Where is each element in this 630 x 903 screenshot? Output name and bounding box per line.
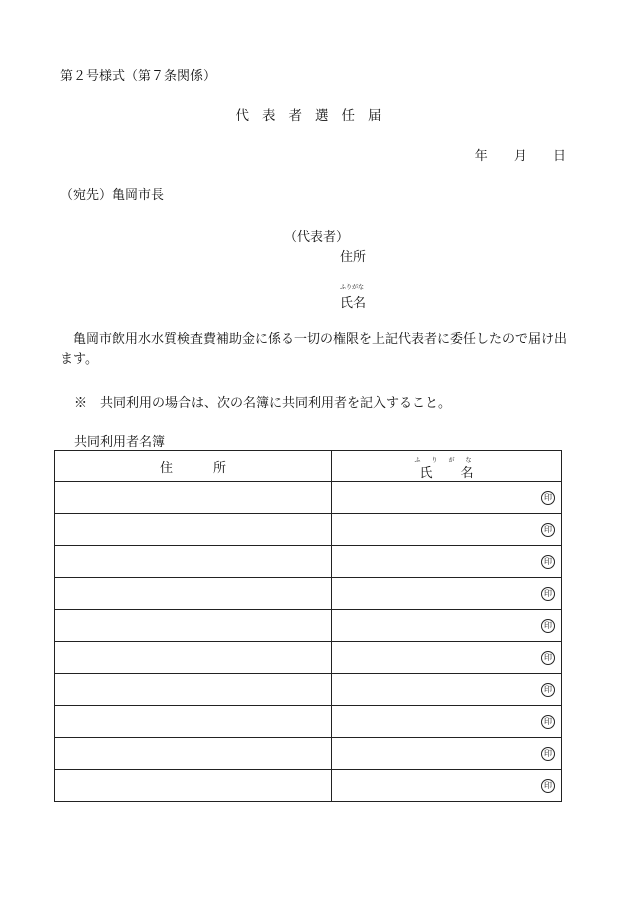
seal-icon: 印: [541, 715, 555, 729]
representative-name-label: 氏名: [340, 296, 367, 311]
address-cell[interactable]: [55, 770, 332, 802]
representative-label: （代表者）: [284, 230, 350, 245]
representative-name-ruby: ふりがな: [340, 284, 365, 291]
table-row: [55, 482, 562, 514]
representative-address-label: 住所: [340, 250, 367, 265]
seal-icon: 印: [541, 683, 555, 697]
table-row: [55, 610, 562, 642]
seal-icon: 印: [541, 491, 555, 505]
seal-icon: 印: [541, 523, 555, 537]
table-row: [55, 546, 562, 578]
address-cell[interactable]: [55, 738, 332, 770]
name-cell[interactable]: [332, 578, 562, 610]
seal-icon: 印: [541, 619, 555, 633]
name-cell[interactable]: [332, 610, 562, 642]
address-cell[interactable]: [55, 578, 332, 610]
statement-text: 亀岡市飲用水水質検査費補助金に係る一切の権限を上記代表者に委任したので届け出ます。: [60, 332, 568, 367]
roster-header-row: [55, 451, 562, 482]
name-cell[interactable]: [332, 546, 562, 578]
co-user-roster-table: [54, 450, 562, 802]
form-number: 第２号様式（第７条関係）: [60, 69, 217, 84]
name-cell[interactable]: [332, 642, 562, 674]
seal-icon: 印: [541, 587, 555, 601]
seal-icon: 印: [541, 651, 555, 665]
note-text: ※ 共同利用の場合は、次の名簿に共同利用者を記入すること。: [74, 396, 452, 411]
address-cell[interactable]: [55, 514, 332, 546]
seal-icon: 印: [541, 779, 555, 793]
name-cell[interactable]: [332, 706, 562, 738]
address-cell[interactable]: [55, 706, 332, 738]
address-cell[interactable]: [55, 674, 332, 706]
date-line: 年 月 日: [474, 149, 566, 164]
seal-icon: 印: [541, 555, 555, 569]
table-row: [55, 706, 562, 738]
table-row: [55, 674, 562, 706]
name-column-header: [332, 451, 562, 482]
table-row: [55, 578, 562, 610]
name-cell[interactable]: [332, 482, 562, 514]
table-row: [55, 770, 562, 802]
document-title: 代表者選任届: [235, 108, 395, 124]
name-header-ruby: ふりがな: [414, 457, 483, 464]
name-cell[interactable]: [332, 738, 562, 770]
roster-body: [55, 482, 562, 802]
address-cell[interactable]: [55, 482, 332, 514]
address-cell[interactable]: [55, 610, 332, 642]
name-cell[interactable]: [332, 514, 562, 546]
table-row: [55, 642, 562, 674]
address-column-header: 住所: [55, 451, 332, 482]
name-header-label: 氏名: [419, 465, 502, 481]
name-cell[interactable]: [332, 770, 562, 802]
name-cell[interactable]: [332, 674, 562, 706]
address-cell[interactable]: [55, 642, 332, 674]
addressee: （宛先）亀岡市長: [60, 188, 165, 203]
roster-caption: 共同利用者名簿: [74, 435, 166, 450]
address-cell[interactable]: [55, 546, 332, 578]
table-row: [55, 738, 562, 770]
seal-icon: 印: [541, 747, 555, 761]
table-row: [55, 514, 562, 546]
